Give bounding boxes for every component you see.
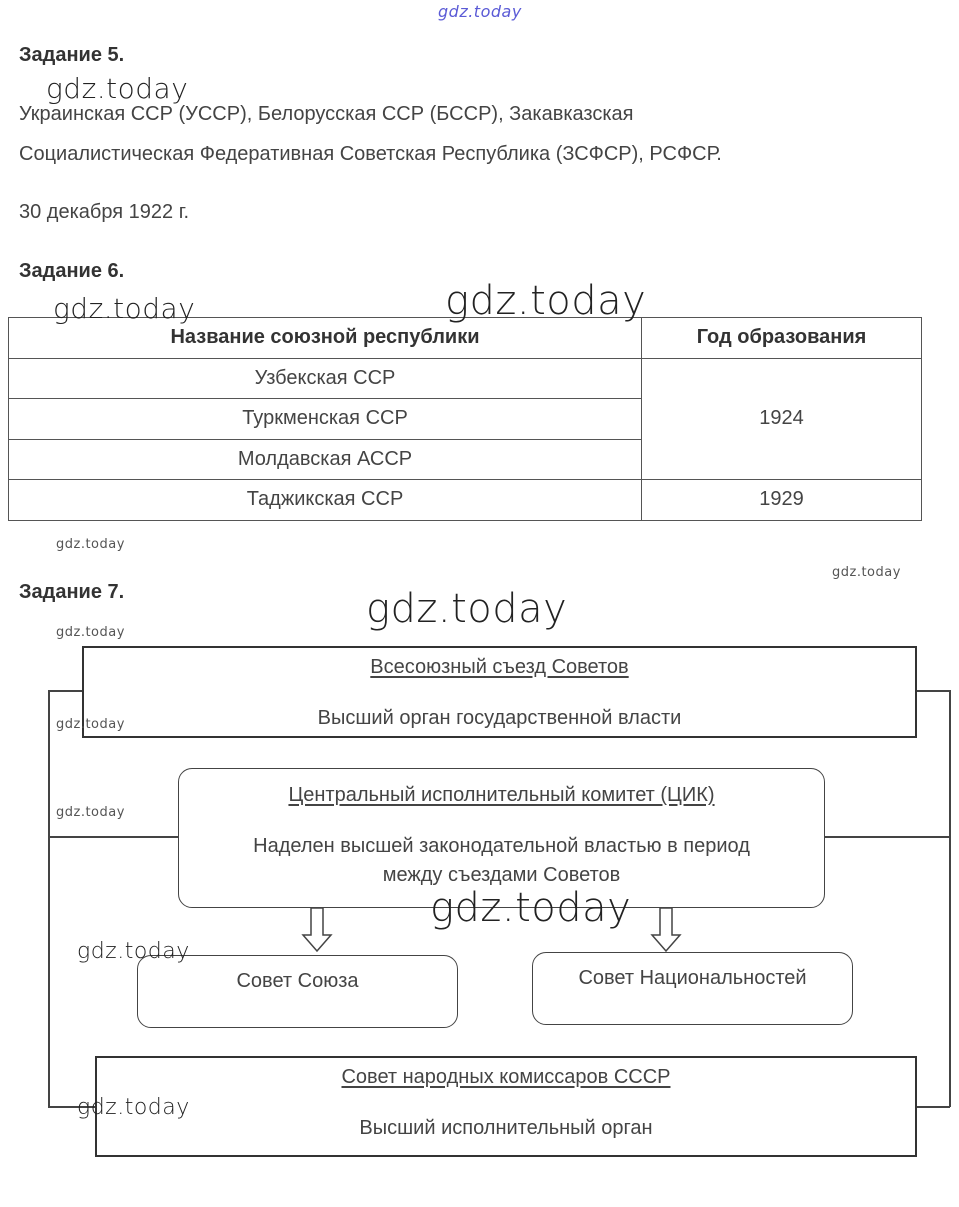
sovnarkom-box <box>95 1056 917 1157</box>
watermark: gdz.today <box>77 939 190 964</box>
cell-republic: Туркменская ССР <box>9 399 642 440</box>
task7-heading: Задание 7. <box>19 581 125 603</box>
task5-heading: Задание 5. <box>19 44 125 66</box>
sovnarkom-title: Совет народных комиссаров СССР <box>341 1066 671 1088</box>
connector-line <box>916 690 950 692</box>
congress-box <box>82 646 917 738</box>
col-header-year: Год образования <box>642 318 922 359</box>
cik-text-line1: Наделен высшей законодательной властью в период <box>253 835 750 857</box>
watermark: gdz.today <box>56 717 125 732</box>
task5-line1: Украинская ССР (УССР), Белорусская ССР (БССР), Закавказская <box>19 103 634 125</box>
cell-year: 1929 <box>642 480 922 521</box>
cik-title: Центральный исполнительный комитет (ЦИК) <box>288 784 715 806</box>
cik-text-line2: между съездами Советов <box>382 864 621 886</box>
union-council-box <box>137 955 458 1028</box>
table-row <box>9 358 922 399</box>
watermark-top: gdz.today <box>438 2 522 21</box>
task5-date: 30 декабря 1922 г. <box>19 201 190 223</box>
watermark: gdz.today <box>77 1095 190 1120</box>
connector-line <box>48 836 178 838</box>
watermark: gdz.today <box>46 72 189 105</box>
connector-line <box>48 690 50 1107</box>
watermark: gdz.today <box>430 885 632 931</box>
cell-republic: Таджикская ССР <box>9 480 642 521</box>
watermark: gdz.today <box>56 537 125 552</box>
watermark: gdz.today <box>366 586 568 632</box>
watermark: gdz.today <box>445 278 647 324</box>
cell-republic: Узбекская ССР <box>9 358 642 399</box>
connector-line <box>48 690 82 692</box>
watermark: gdz.today <box>56 805 125 820</box>
cell-year: 1924 <box>642 358 922 480</box>
watermark: gdz.today <box>832 565 901 580</box>
congress-text: Высший орган государственной власти <box>317 707 682 729</box>
arrow-down-icon <box>301 907 333 953</box>
congress-title: Всесоюзный съезд Советов <box>370 656 629 678</box>
union-council-label: Совет Союза <box>236 970 359 992</box>
table-row <box>9 480 922 521</box>
task6-heading: Задание 6. <box>19 260 125 282</box>
nationalities-council-box <box>532 952 853 1025</box>
task5-line2: Социалистическая Федеративная Советская Республика (ЗСФСР), РСФСР. <box>19 143 722 165</box>
col-header-name: Название союзной республики <box>9 318 642 359</box>
connector-line <box>916 1106 950 1108</box>
connector-line <box>824 836 950 838</box>
sovnarkom-text: Высший исполнительный орган <box>359 1117 653 1139</box>
watermark: gdz.today <box>56 625 125 640</box>
connector-line <box>949 690 951 1107</box>
watermark: gdz.today <box>53 292 196 325</box>
arrow-down-icon <box>650 907 682 953</box>
nationalities-council-label: Совет Национальностей <box>578 967 807 989</box>
cell-republic: Молдавская АССР <box>9 439 642 480</box>
republics-table <box>8 317 922 521</box>
